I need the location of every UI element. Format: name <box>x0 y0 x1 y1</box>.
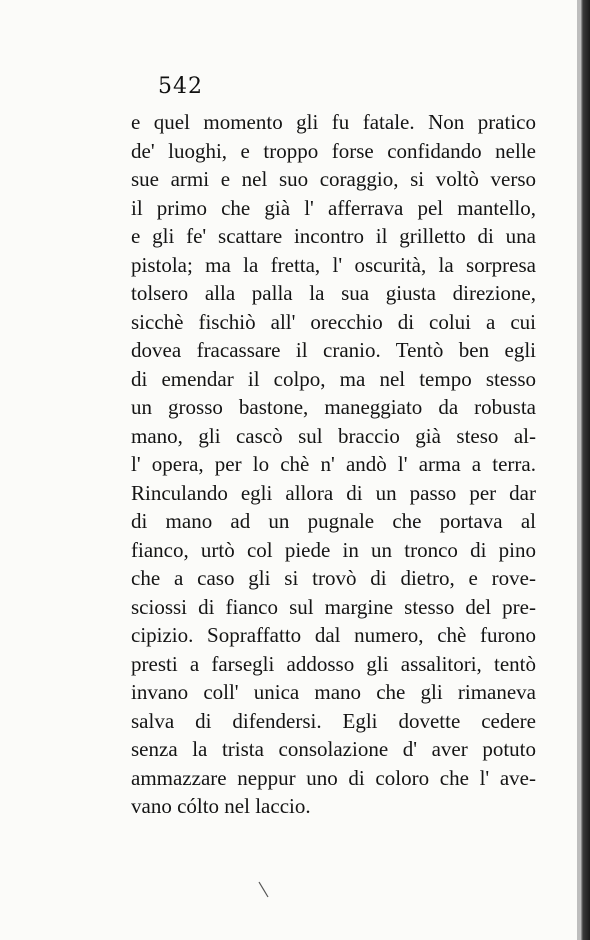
text-line: sciossi di fianco sul margine stesso del pre- <box>131 594 536 619</box>
text-line: mano, gli cascò sul braccio già steso al- <box>131 423 536 448</box>
text-line: cipizio. Sopraffatto dal numero, chè furono <box>131 623 536 647</box>
text-line: dovea fracassare il cranio. Tentò ben egli <box>131 338 536 362</box>
text-line: sicchè fischiò all' orecchio di colui a cui <box>131 309 536 334</box>
text-line: de' luoghi, e troppo forse confidando nelle <box>131 138 536 163</box>
body-text <box>131 108 536 821</box>
text-line: presti a farsegli addosso gli assalitori, tentò <box>131 651 536 676</box>
text-line: Rinculando egli allora di un passo per dar <box>131 480 536 505</box>
text-line: un grosso bastone, maneggiato da robusta <box>131 395 536 419</box>
text-line: di emendar il colpo, ma nel tempo stesso <box>131 366 536 391</box>
text-line: tolsero alla palla la sua giusta direzione, <box>131 281 536 305</box>
text-line: e gli fe' scattare incontro il grilletto di una <box>131 224 536 248</box>
text-line: il primo che già l' afferrava pel mantello, <box>131 195 536 220</box>
text-line: e quel momento gli fu fatale. Non pratico <box>131 110 536 134</box>
text-line: senza la trista consolazione d' aver potuto <box>131 737 536 761</box>
page-number: 542 <box>158 74 203 99</box>
text-line: invano coll' unica mano che gli rimaneva <box>131 680 536 704</box>
text-line: pistola; ma la fretta, l' oscurità, la sorpresa <box>131 252 536 277</box>
text-line: ammazzare neppur uno di coloro che l' ave- <box>131 765 536 790</box>
text-line: che a caso gli si trovò di dietro, e rove- <box>131 566 536 590</box>
page-edge-shadow <box>580 0 590 940</box>
text-line: sue armi e nel suo coraggio, si voltò verso <box>131 167 536 191</box>
text-line: di mano ad un pugnale che portava al <box>131 509 536 533</box>
text-line: l' opera, per lo chè n' andò l' arma a terra. <box>131 452 536 476</box>
text-line: vano cólto nel laccio. <box>131 794 311 818</box>
text-line: fianco, urtò col piede in un tronco di pino <box>131 537 536 562</box>
text-line: salva di difendersi. Egli dovette cedere <box>131 708 536 733</box>
ink-mark <box>257 880 271 900</box>
